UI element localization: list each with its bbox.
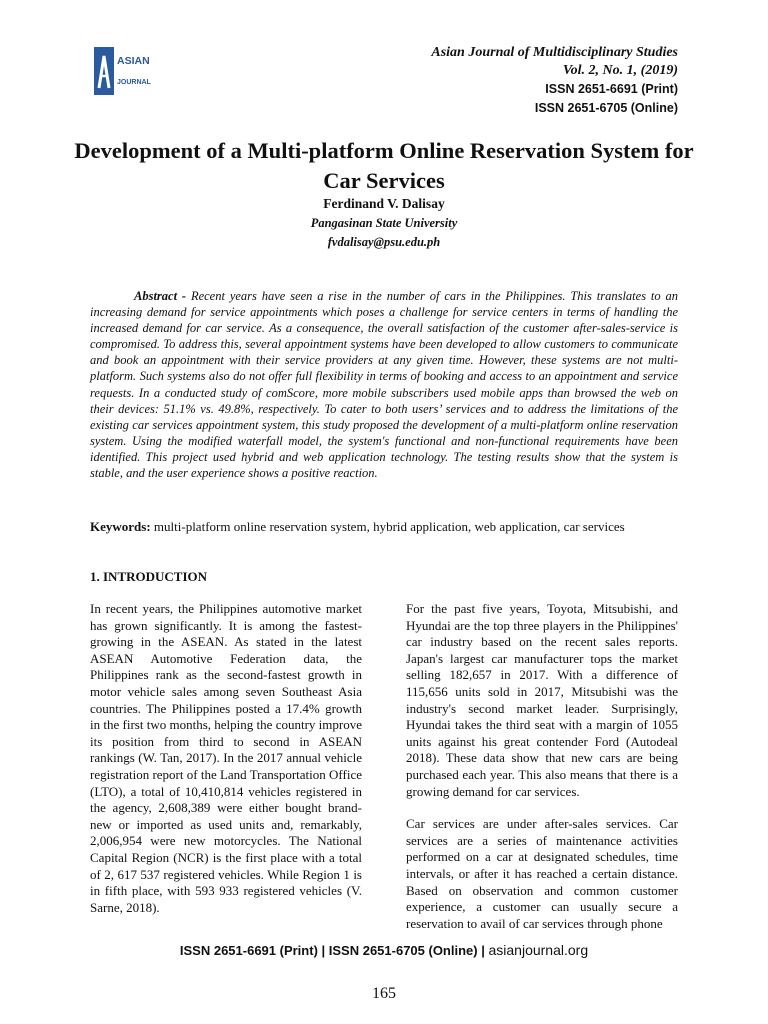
keywords-text: multi-platform online reservation system, hybrid application, web application, car services (153, 519, 625, 534)
journal-name: Asian Journal of Multidisciplinary Studies (431, 45, 678, 60)
journal-volume: Vol. 2, No. 1, (2019) (562, 63, 678, 78)
journal-info (431, 44, 678, 118)
issn-online: ISSN 2651-6705 (Online) (534, 101, 678, 115)
author-affiliation: Pangasinan State University (310, 216, 458, 230)
keywords (90, 519, 690, 535)
logo-text-asian: ASIAN (117, 55, 150, 67)
footer (0, 942, 768, 958)
section-heading: 1. INTRODUCTION (90, 569, 208, 584)
body-column-right (406, 601, 678, 932)
paragraph: Car services are under after-sales services. Car services are a series of maintenance activities performed on a car at designated schedules, time intervals, or after it has reached a certain distance. Based on observation and common customer experience, a customer can usually secure a reservation to avail of car services through phone (406, 816, 678, 931)
abstract (90, 288, 678, 481)
footer-issn: ISSN 2651-6691 (Print) | ISSN 2651-6705 (Online) | (179, 943, 485, 958)
footer-site-link[interactable]: asianjournal.org (488, 942, 589, 958)
abstract-label: Abstract - (134, 289, 187, 303)
keywords-label: Keywords: (90, 519, 151, 534)
paragraph: In recent years, the Philippines automotive market has grown significantly. It is among the fastest-growing in the ASEAN. As stated in the latest ASEAN Automotive Federation data, the Philippines rank as the second-fastest growth in motor vehicle sales among seven Southeast Asia countries. The Philippines posted a 17.4% growth in the first two months, helping the country improve its position from third to second in ASEAN rankings (W. Tan, 2017). In the 2017 annual vehicle registration report of the Land Transportation Office (LTO), a total of 10,410,814 vehicles registered in the agency, 2,608,389 were either bought brand-new or imported as used units and, remarkably, 2,006,954 were new motorcycles. The National Capital Region (NCR) is the first place with a total of 2, 617 537 registered vehicles. While Region 1 is in fifth place, with 593 933 registered vehicles (V. Sarne, 2018). (90, 601, 362, 915)
page-number: 165 (372, 985, 396, 1002)
author-email: fvdalisay@psu.edu.ph (327, 235, 441, 249)
paper-title: Development of a Multi-platform Online Reservation System for Car Services (74, 138, 694, 193)
journal-logo (93, 44, 151, 98)
abstract-text: Recent years have seen a rise in the number of cars in the Philippines. This translates to an increasing demand for service appointments which poses a challenge for service centers in terms of handling the increased demand for car service. As a consequence, the overall satisfaction of the customer after-sales-service is compromised. To address this, several appointment systems have been developed to allow customers to communicate and book an appointment with their service providers at any given time. However, these systems are not multi-platform. Such systems also do not offer full flexibility in terms of booking and access to an appointment and service requests. In a conducted study of comScore, more mobile subscribers used mobile apps than browsed the web on their devices: 51.1% vs. 49.8%, respectively. To cater to both users’ services and to address the limitations of the existing car services appointment system, this study proposed the development of a multi-platform online reservation system. Using the modified waterfall model, the system's functional and non-functional requirements have been identified. This project used hybrid and web application technology. The testing results show that the system is stable, and the user experience shows a positive reaction. (90, 289, 678, 481)
logo-text-journal: JOURNAL (117, 79, 151, 86)
author-name: Ferdinand V. Dalisay (323, 196, 445, 211)
paragraph: For the past five years, Toyota, Mitsubishi, and Hyundai are the top three players in the Philippines' car industry based on the recent sales reports. Japan's largest car manufacturer tops the market selling 182,657 in 2017. With a difference of 115,656 units sold in 2017, Mitsubishi was the industry's second market leader. Surprisingly, Hyundai takes the third seat with a margin of 1055 units against his great contender Ford (Autodeal 2018). These data show that new cars are being purchased each year. This also means that there is a growing demand for car services. (406, 601, 678, 799)
body-column-left (90, 601, 362, 916)
issn-print: ISSN 2651-6691 (Print) (545, 82, 678, 96)
